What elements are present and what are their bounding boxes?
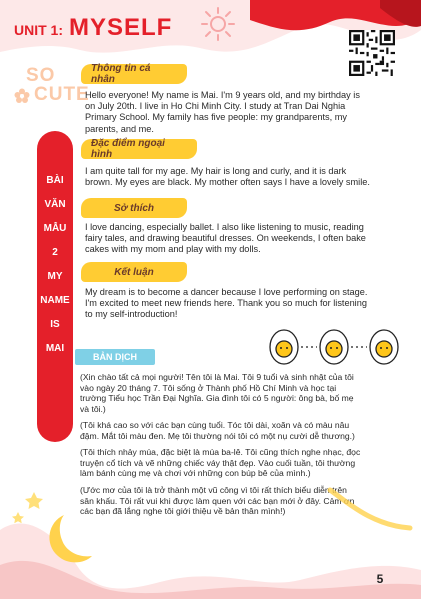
translation-tag: BẢN DỊCH bbox=[75, 349, 155, 365]
sun-icon bbox=[198, 4, 238, 44]
section-tag-appearance: Đặc điểm ngoại hình bbox=[81, 139, 197, 159]
unit-name: MYSELF bbox=[69, 14, 173, 41]
side-line-is: IS bbox=[50, 319, 60, 330]
vn-line: (Tôi khá cao so với các bạn cùng tuổi. Tóc tôi dài, xoăn và có màu nâu bbox=[80, 420, 350, 430]
vn-line: vào ngày 20 tháng 7. Tôi sống ở Thành phố Hồ Chí Minh và học tại bbox=[80, 382, 337, 393]
vn-line: (Xin chào tất cả mọi người! Tên tôi là Mai. Tôi 9 tuổi và sinh nhật của tôi bbox=[80, 372, 354, 382]
paragraph-appearance bbox=[85, 166, 405, 188]
side-line-bai: BÀI bbox=[46, 175, 64, 186]
page-number: 5 bbox=[376, 572, 384, 586]
vn-line: trường Tiểu học Trần Đại Nghĩa. Gia đình tôi có 5 người: ông bà, bố mẹ bbox=[80, 393, 354, 404]
side-line-mau: MẪU bbox=[43, 223, 67, 234]
vn-line: đậm. Mắt tôi màu đen. Mẹ tôi thường nói tôi có một nụ cười dễ thương.) bbox=[80, 430, 355, 441]
side-line-name: NAME bbox=[40, 295, 70, 306]
bottom-wave-decoration bbox=[0, 470, 421, 599]
side-line-mai: MAI bbox=[45, 343, 65, 354]
eggs-decoration bbox=[262, 327, 412, 367]
vn-line: làm bánh cùng mẹ và chơi với những con búp bê của mình.) bbox=[80, 468, 311, 479]
side-title-bar bbox=[37, 131, 73, 442]
side-line-my: MY bbox=[47, 271, 63, 282]
para-line: brown. My eyes are black. My mother often says I have a lovely smile. bbox=[85, 177, 370, 188]
para-line: I am quite tall for my age. My hair is long and curly, and it is dark bbox=[85, 166, 347, 176]
flower-icon bbox=[14, 88, 30, 104]
para-line: I'm excited to meet new friends here. Thank you so much for listening bbox=[85, 298, 367, 309]
section-tag-hobbies: Sở thích bbox=[81, 198, 187, 218]
para-line: cakes with my mom and play with my dolls. bbox=[85, 244, 261, 255]
para-line: Primary School. My family has five people: my grandparents, my bbox=[85, 112, 347, 123]
paragraph-conclusion bbox=[85, 287, 405, 321]
qr-code-icon[interactable] bbox=[349, 30, 395, 76]
vn-line: (Ước mơ của tôi là trở thành một vũ công vì tôi rất thích biểu diễn trên bbox=[80, 485, 347, 495]
translation-paragraph-2 bbox=[80, 420, 398, 441]
para-line: My dream is to become a dancer because I love performing on stage. bbox=[85, 287, 368, 297]
paragraph-personal-info bbox=[85, 90, 405, 135]
unit-label: UNIT 1: bbox=[14, 22, 63, 38]
side-line-van: VĂN bbox=[44, 199, 66, 210]
paragraph-hobbies bbox=[85, 222, 405, 256]
vn-line: các bạn đã lắng nghe tôi giới thiệu về bản thân mình!) bbox=[80, 506, 286, 517]
section-tag-conclusion: Kết luận bbox=[81, 262, 187, 282]
vn-line: và tôi.) bbox=[80, 403, 106, 414]
para-line: parents, and me. bbox=[85, 123, 154, 134]
para-line: to my self-introduction! bbox=[85, 309, 178, 320]
vn-line: truyện cổ tích và vẽ những chiếc váy thật đẹp. Vào cuối tuần, tôi thường bbox=[80, 457, 356, 468]
side-line-number: 2 bbox=[52, 247, 58, 258]
unit-title bbox=[14, 14, 172, 42]
para-line: Hello everyone! My name is Mai. I'm 9 years old, and my birthday is bbox=[85, 90, 360, 100]
para-line: on July 20th. I live in Ho Chi Minh City. I study at Tran Dai Nghia bbox=[85, 101, 346, 112]
so-text: SO bbox=[26, 65, 56, 86]
vn-line: sân khấu. Tôi rất vui khi được làm quen với các bạn mới ở đây. Cảm ơn bbox=[80, 495, 355, 506]
vn-line: (Tôi thích nhảy múa, đặc biệt là múa ba-lê. Tôi cũng thích nghe nhạc, đọc bbox=[80, 447, 361, 457]
para-line: I love dancing, especially ballet. I also like listening to music, reading bbox=[85, 222, 364, 232]
para-line: fairy tales, and drawing beautiful dresses. On weekends, I often bake bbox=[85, 233, 366, 244]
translation-paragraph-1 bbox=[80, 372, 398, 414]
section-tag-personal-info: Thông tin cá nhân bbox=[81, 64, 187, 84]
cute-text: CUTE bbox=[34, 84, 90, 105]
